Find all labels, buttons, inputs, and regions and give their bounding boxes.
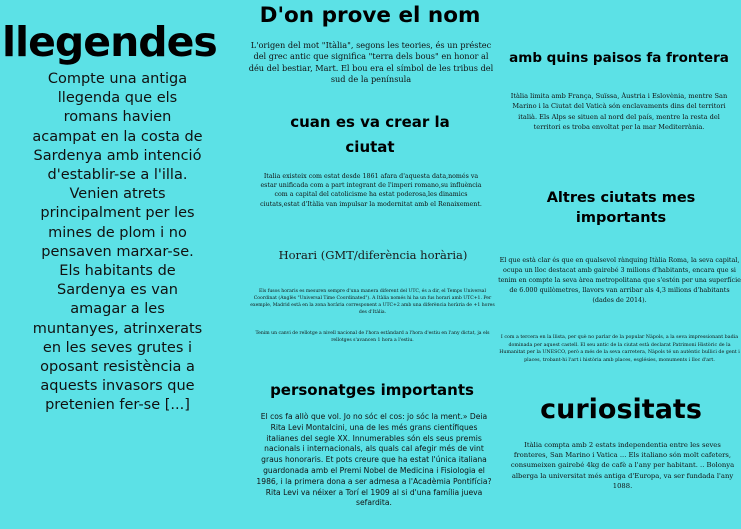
altres-text-1: El que està clar és que en qualsevol rànquing Itàlia Roma, la seva capital, ocupa un lloc destacat amb gairebé 3 milions d'habitants, encara que si tenim en compte la seva àrea metropolitana que s'estén per una superfície de 6.000 quilòmetres, llavors van arribar als 4,3 milions d'habitants (dades de 2014). <box>498 256 741 304</box>
altres-title: Altres ciutats mes importants <box>546 190 696 226</box>
curiositats-text: Itàlia compta amb 2 estats independentia entre les seves fronteres, San Marino i Vatica ... Els italiano són molt cafeters, consumeixen gairebé 4kg de cafè a l'any per habitant. .. Bolonya alberga la universitat més antiga d'Europa, va ser fundada l'any 1088. <box>510 441 735 490</box>
personatges-text: El cos fa allò que vol. Jo no sóc el cos: jo sóc la ment.» Deia Rita Levi Montalcini, una de les més grans científiques italianes del segle XX. Innumerables són els seus premis nacionals i internacionals, als quals cal afegir més de vint graus honoraris. Et pots creure que ha estat l'única italiana guardonada amb el Premi Nobel de Medicina i Fisiologia el 1986, i la primera dona a ser admesa a l'Acadèmia Pontifícia? Rita Levi va néixer a Torí el 1909 al si d'una família jueva sefardita. <box>256 412 492 508</box>
horari-title: Horari (GMT/diferència horària) <box>278 248 468 262</box>
personatges-title: personatges importants <box>270 381 474 399</box>
llegendes-title: llegendes <box>2 18 217 66</box>
curiositats-title: curiositats <box>540 394 702 425</box>
altres-text-2: I com a tercera en la llista, per què no parlar de la popular Nàpols, a la seva impressionant badia dominada per aquest castell. El seu antic de la ciutat està declarat Patrimoni Històric de la Humanitat per la UNESCO, però a més de la seva carretera, Nàpols té un autèntic bullici de gent i places, trobant-hi l'art i història amb places, esglésies, monuments i lloc d'art. <box>499 335 740 363</box>
nom-text: L'origen del mot "Itàlia", segons les teories, és un préstec del grec antic que significa "terra dels bous" en honor al déu del bestiar, Mart. El bou era el símbol de les tribus del sud de la península <box>248 40 494 85</box>
horari-text-2: Tenim un canvi de rellotge a nivell nacional de l'hora estàndard a l'hora d'estiu en l'any dictat, ja els rellotges s'avancen 1 hora a l'estiu. <box>255 331 490 343</box>
frontera-title: amb quins paisos fa frontera <box>509 50 729 66</box>
ciutat-title: cuan es va crear la ciutat <box>290 113 450 156</box>
ciutat-text: Italia existeix com estat desde 1861 afara d'aquesta data,només va estar unificada com a part integrant de l'imperi romano,su influència com a capital del catolicisme ha estat poderosa,les dinamics ciutats,estat d'Itàlia van impulsar la modernitat amb el Renaixement. <box>260 173 482 208</box>
frontera-text: Itàlia limita amb França, Suïssa, Àustria i Eslovènia, mentre San Marino i la Ciutat del Vaticà són enclavaments dins del territori italià. Els Alps se situen al nord del país, mentre la resta del territori es troba envoltat per la mar Mediterrània. <box>510 92 728 131</box>
horari-text-1: Els fusos horaris es mesuren sempre d'una manera diferent del UTC, és a dir, el Temps Universal Coordinat (Anglès "Universal Time Coordinated"). A Itàlia només hi ha un fus horari amb UTC+1. Per exemple, Madrid està en la zona horària corresponent a UTC+2 amb una diferència horària de +1 hores des d'Itàlia. <box>250 289 495 315</box>
llegendes-text: Compte una antiga llegenda que els romans havien acampat en la costa de Sardenya amb intenció d'establir-se a l'illa. Venien atrets principalment per les mines de plom i no pensaven marxar-se. Els habitants de Sardenya es van amagar a les muntanyes, atrinxerats en les seves grutes i oposant resistència a aquests invasors que pretenien fer-se [...] <box>32 71 203 414</box>
nom-title: D'on prove el nom <box>259 3 481 28</box>
